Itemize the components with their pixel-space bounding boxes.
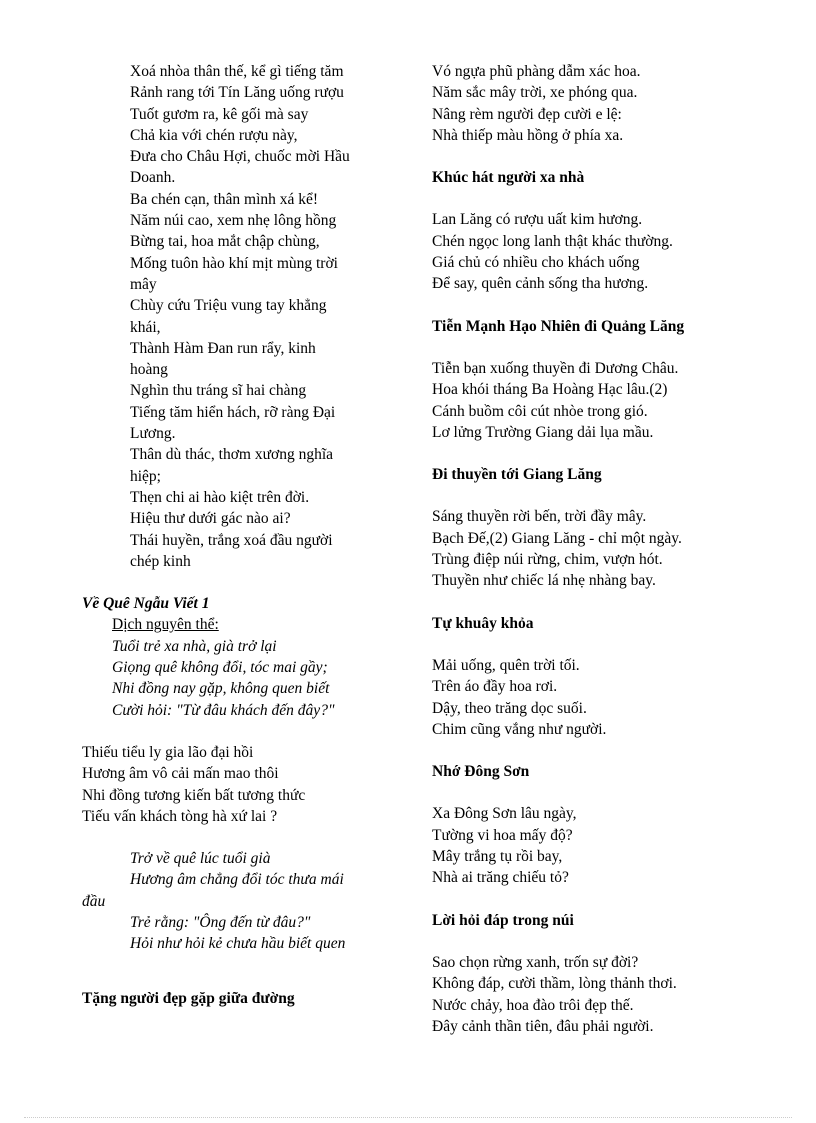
poem-line: hoàng <box>130 361 168 379</box>
poem-line: Hoa khói tháng Ba Hoàng Hạc lâu.(2) <box>432 381 668 399</box>
spacer <box>82 955 382 976</box>
poem-line: Mống tuôn hào khí mịt mùng trời <box>130 254 338 272</box>
poem-line: Thuyền như chiếc lá nhẹ nhàng bay. <box>432 572 656 590</box>
poem-line: khái, <box>130 318 161 336</box>
poem-line: Sao chọn rừng xanh, trốn sự đời? <box>432 953 639 971</box>
poem-line: Hỏi như hỏi kẻ chưa hầu biết quen <box>130 935 346 953</box>
intro-poem <box>432 61 762 146</box>
poem-line: Tiếng tăm hiển hách, rỡ ràng Đại <box>130 403 336 421</box>
section-subtitle: Dịch nguyên thể: <box>112 616 219 634</box>
spacer <box>432 782 762 803</box>
spacer <box>432 931 762 952</box>
poem-line: Bạch Đế,(2) Giang Lăng - chỉ một ngày. <box>432 529 682 547</box>
spacer <box>82 721 382 742</box>
poem-line: Nhà thiếp màu hồng ở phía xa. <box>432 126 624 144</box>
poem-line: Hương âm vô cải mấn mao thôi <box>82 765 279 783</box>
poem-line: Bừng tai, hoa mắt chập chùng, <box>130 233 320 251</box>
poem-title: Lời hỏi đáp trong núi <box>432 911 574 929</box>
poem-line: Nâng rèm người đẹp cười e lệ: <box>432 105 622 123</box>
poem-line: Doanh. <box>130 169 176 187</box>
poem-line: Chim cũng vắng như người. <box>432 720 607 738</box>
page-bottom-divider <box>24 1117 792 1118</box>
section-title: Tặng người đẹp gặp giữa đường <box>82 989 295 1007</box>
spacer <box>432 485 762 506</box>
poem-line: Thân dù thác, thơm xương nghĩa <box>130 446 334 464</box>
poem-line: Lan Lăng có rượu uất kim hương. <box>432 211 643 229</box>
poem-line: Tiễn bạn xuống thuyền đi Dương Châu. <box>432 359 679 377</box>
poem-line: Năm sắc mây trời, xe phóng qua. <box>432 84 638 102</box>
poem-line: Rảnh rang tới Tín Lăng uống rượu <box>130 84 344 102</box>
spacer <box>432 188 762 209</box>
poem-title: Tự khuây khỏa <box>432 614 534 632</box>
poem-line: Nước chảy, hoa đào trôi đẹp thế. <box>432 996 634 1014</box>
poem-title: Nhớ Đông Sơn <box>432 763 530 781</box>
poem-line: Ba chén cạn, thân mình xá kể! <box>130 190 319 208</box>
poem-line: Trở về quê lúc tuổi già <box>130 850 271 868</box>
spacer <box>432 592 762 613</box>
poem-line: Nhi đồng tương kiến bất tương thức <box>82 786 306 804</box>
poem-line: Nghìn thu tráng sĩ hai chàng <box>130 382 307 400</box>
poem-line: Sáng thuyền rời bến, trời đầy mây. <box>432 508 647 526</box>
poem-line: Trẻ rằng: "Ông đến từ đâu?" <box>130 913 311 931</box>
poem-line: Trên áo đầy hoa rơi. <box>432 678 558 696</box>
poem-line: Thiếu tiểu ly gia lão đại hồi <box>82 743 254 761</box>
poem-line: Chùy cứu Triệu vung tay khẳng <box>130 297 327 315</box>
poem-line: Thành Hàm Đan run rẩy, kinh <box>130 339 316 357</box>
translation-block <box>82 636 382 721</box>
left-column <box>82 61 382 1009</box>
poem-line: Mây trắng tụ rồi bay, <box>432 848 563 866</box>
poem-line: Lơ lửng Trường Giang dải lụa mầu. <box>432 423 654 441</box>
poem-line: đầu <box>82 892 106 910</box>
poem-line: Để say, quên cảnh sống tha hương. <box>432 275 649 293</box>
spacer <box>432 443 762 464</box>
poem-line: Chén ngọc long lanh thật khác thường. <box>432 232 673 250</box>
section-title: Về Quê Ngẫu Viết 1 <box>82 595 210 613</box>
spacer <box>432 889 762 910</box>
spacer <box>82 572 382 593</box>
poem-line: Giá chủ có nhiều cho khách uống <box>432 254 640 272</box>
poem-line: Tuốt gươm ra, kê gối mà say <box>130 105 309 123</box>
poem-line: Vó ngựa phũ phàng dẫm xác hoa. <box>432 63 641 80</box>
poem-line: Mải uống, quên trời tối. <box>432 656 580 674</box>
spacer <box>432 295 762 316</box>
poem-line: Xa Đông Sơn lâu ngày, <box>432 805 577 823</box>
poem-line: Cánh buồm côi cút nhòe trong gió. <box>432 402 648 420</box>
poem-line: Cười hỏi: "Từ đâu khách đến đây?" <box>112 701 335 719</box>
spacer <box>432 740 762 761</box>
poem-title: Tiễn Mạnh Hạo Nhiên đi Quảng Lăng <box>432 317 685 335</box>
poem-line: Tường vi hoa mấy độ? <box>432 826 573 844</box>
poem-line: Lương. <box>130 425 176 443</box>
poem-line: Không đáp, cười thầm, lòng thảnh thơi. <box>432 975 677 993</box>
poem-line: Năm núi cao, xem nhẹ lông hồng <box>130 212 337 230</box>
poem-title: Đi thuyền tới Giang Lăng <box>432 466 602 484</box>
poem-line: Hương âm chẳng đổi tóc thưa mái <box>130 871 344 889</box>
spacer <box>82 976 382 988</box>
spacer <box>432 634 762 655</box>
poem-line: Hiệu thư dưới gác nào ai? <box>130 510 291 528</box>
poem-continuation <box>82 61 382 572</box>
poem-line: Tuổi trẻ xa nhà, già trở lại <box>112 637 277 655</box>
poem-line: Trùng điệp núi rừng, chim, vượn hót. <box>432 551 663 569</box>
poem-line: Thái huyền, trắng xoá đầu người <box>130 531 333 549</box>
spacer <box>82 827 382 848</box>
poem-line: Nhi đồng nay gặp, không quen biết <box>112 680 330 698</box>
poem-line: Đây cảnh thần tiên, đâu phải người. <box>432 1017 654 1035</box>
poem-line: mây <box>130 275 157 293</box>
poem-line: Chả kia với chén rượu này, <box>130 126 298 144</box>
poem-line: Xoá nhòa thân thế, kể gì tiếng tăm <box>130 63 344 80</box>
poem-line: hiệp; <box>130 467 161 485</box>
poem-title: Khúc hát người xa nhà <box>432 169 585 187</box>
poem-line: Tiếu vấn khách tòng hà xứ lai ? <box>82 807 278 825</box>
poem-line: chép kinh <box>130 552 191 570</box>
poem-line: Giọng quê không đổi, tóc mai gầy; <box>112 659 328 677</box>
spacer <box>432 146 762 167</box>
right-column <box>432 61 762 1037</box>
spacer <box>432 337 762 358</box>
alt-translation-block <box>82 848 382 954</box>
original-block <box>82 742 382 827</box>
poem-line: Đưa cho Châu Hợi, chuốc mời Hầu <box>130 148 350 166</box>
poem-line: Dậy, theo trăng dọc suối. <box>432 699 587 717</box>
poem-line: Thẹn chi ai hào kiệt trên đời. <box>130 488 310 506</box>
poem-line: Nhà ai trăng chiếu tỏ? <box>432 869 569 887</box>
